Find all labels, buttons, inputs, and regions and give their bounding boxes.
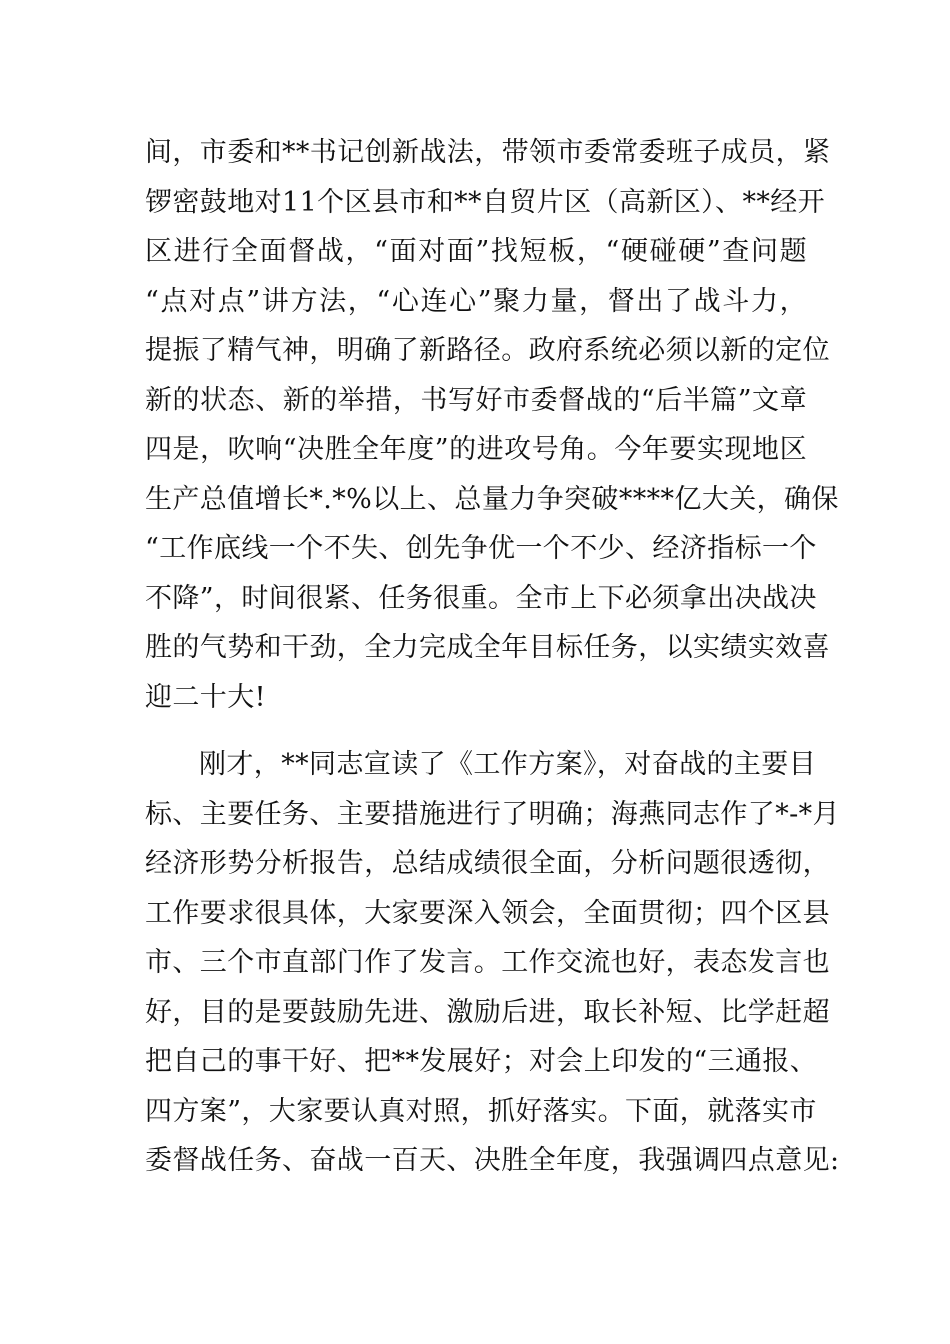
paragraph-line: 区进行全面督战，“面对面”找短板，“硬碰硬”查问题 — [145, 236, 807, 267]
paragraph-line: 委督战任务、奋战一百天、决胜全年度，我强调四点意见: — [145, 1145, 840, 1176]
paragraph-1 — [145, 128, 839, 722]
paragraph-line: 工作要求很具体，大家要深入领会，全面贯彻；四个区县 — [145, 897, 830, 929]
paragraph-line: 市、三个市直部门作了发言。工作交流也好，表态发言也 — [145, 947, 830, 978]
paragraph-line: 经济形势分析报告，总结成绩很全面，分析问题很透彻， — [145, 848, 830, 879]
paragraph-line: 胜的气势和干劲，全力完成全年目标任务，以实绩实效喜 — [145, 632, 830, 663]
paragraph-line: 间，市委和**书记创新战法，带领市委常委班子成员，紧 — [145, 137, 831, 168]
paragraph-line: 迎二十大! — [145, 681, 266, 713]
paragraph-line: 不降”，时间很紧、任务很重。全市上下必须拿出决战决 — [145, 582, 817, 614]
paragraph-line: 锣密鼓地对11个区县市和**自贸片区（高新区）、**经开 — [145, 186, 826, 218]
paragraph-line: 提振了精气神，明确了新路径。政府系统必须以新的定位 — [145, 335, 830, 366]
paragraph-line: “点对点”讲方法，“心连心”聚力量，督出了战斗力， — [145, 285, 807, 317]
paragraph-line: 生产总值增长*.*%以上、总量力争突破****亿大关，确保 — [145, 483, 839, 515]
paragraph-line: 标、主要任务、主要措施进行了明确；海燕同志作了*-*月 — [145, 798, 840, 830]
paragraph-2 — [145, 740, 840, 1186]
paragraph-line: 把自己的事干好、把**发展好；对会上印发的“三通报、 — [145, 1046, 818, 1077]
paragraph-line: 四是，吹响“决胜全年度”的进攻号角。今年要实现地区 — [145, 434, 807, 465]
paragraph-line: “工作底线一个不失、创先争优一个不少、经济指标一个 — [145, 533, 817, 564]
paragraph-line: 好，目的是要鼓励先进、激励后进，取长补短、比学赶超 — [145, 996, 830, 1028]
paragraph-line: 刚才，**同志宣读了《工作方案》，对奋战的主要目 — [199, 749, 817, 780]
paragraph-line: 新的状态、新的举措，书写好市委督战的“后半篇”文章 — [145, 384, 807, 416]
paragraph-line: 四方案”，大家要认真对照，抓好落实。下面，就落实市 — [145, 1095, 817, 1127]
